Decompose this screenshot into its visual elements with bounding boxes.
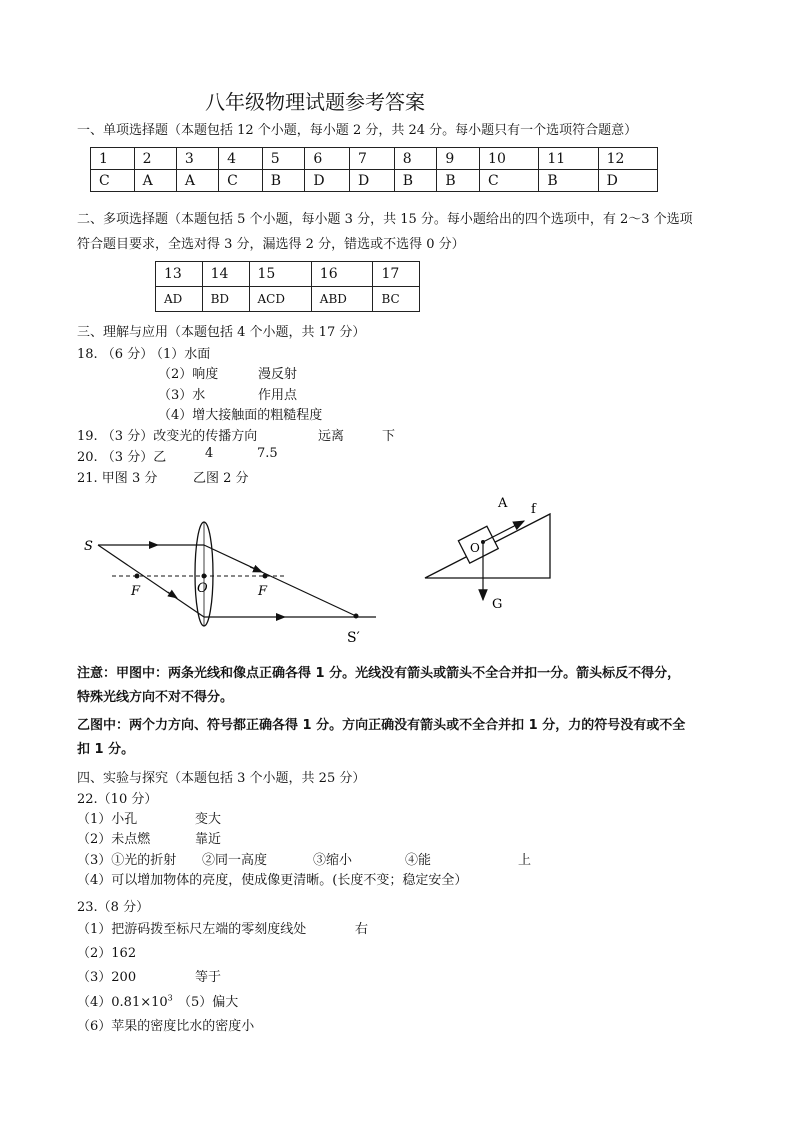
table-cell: 15 (249, 262, 311, 287)
q18-label: 18. （6 分） (77, 347, 154, 362)
table-cell: 6 (305, 148, 350, 170)
note1-line2: 特殊光线方向不对不得分。 (77, 690, 234, 705)
focal-point-right (263, 574, 268, 579)
table-cell: C (219, 170, 263, 192)
q22-answer-4: （4）可以增加物体的亮度，使成像更清晰。(长度不变；稳定安全） (77, 873, 468, 888)
table-cell: 4 (219, 148, 263, 170)
q22-answer-3d: ④能 (405, 853, 432, 868)
table-cell: 3 (176, 148, 218, 170)
q23-answer-4 (77, 991, 173, 1010)
q23-label: 23.（8 分） (77, 900, 150, 915)
section3-heading: 三、理解与应用（本题包括 4 个小题，共 17 分） (77, 325, 366, 340)
table-cell: 12 (598, 148, 657, 170)
table-cell: A (176, 170, 218, 192)
table-cell: C (91, 170, 135, 192)
table-cell: B (262, 170, 305, 192)
table-cell: 11 (539, 148, 598, 170)
q23-answer-3a: （3）200 (77, 970, 137, 985)
q23-answer-4-exponent: 3 (167, 993, 173, 1003)
section4-heading: 四、实验与探究（本题包括 3 个小题，共 25 分） (77, 771, 366, 786)
refracted-ray (204, 545, 356, 616)
table-cell: BC (373, 287, 420, 312)
section1-heading: 一、单项选择题（本题包括 12 个小题，每小题 2 分，共 24 分。每小题只有一个选项符合题意） (77, 123, 638, 138)
section2-heading-line1: 二、多项选择题（本题包括 5 个小题，每小题 3 分，共 15 分。每小题给出的四个选项中，有 2～3 个选项 (77, 212, 693, 227)
q22-answer-2a: （2）未点燃 (77, 832, 151, 847)
q22-answer-3c: ③缩小 (313, 853, 353, 868)
label-s-prime: S′ (347, 630, 360, 646)
label-f-left: F (131, 584, 141, 599)
q22-answer-1a: （1）小孔 (77, 812, 138, 827)
table-cell: ACD (249, 287, 311, 312)
q23-answer-4-base: （4）0.81×10 (77, 995, 168, 1010)
label-f: f (531, 502, 536, 517)
q23-answer-6: （6）苹果的密度比水的密度小 (77, 1019, 255, 1034)
q22-answer-3a: （3）①光的折射 (77, 853, 177, 868)
table-cell: ABD (311, 287, 373, 312)
q22-answer-3b: ②同一高度 (202, 853, 268, 868)
table-cell: 9 (437, 148, 480, 170)
note1-line1: 注意：甲图中：两条光线和像点正确各得 1 分。光线没有箭头或箭头不全合并扣一分。箭头标反不得分， (77, 666, 681, 681)
table-cell: 7 (350, 148, 395, 170)
label-a: A (498, 496, 508, 511)
q18-answer-4: （4）增大接触面的粗糙程度 (158, 408, 323, 423)
table-row (91, 148, 658, 170)
table-cell: C (480, 170, 539, 192)
label-s: S (84, 539, 93, 554)
table-cell: A (134, 170, 176, 192)
note2-line1: 乙图中：两个力方向、符号都正确各得 1 分。方向正确没有箭头或不全合并扣 1 分，力的符号没有或不全 (77, 718, 686, 733)
q21-answer-b: 乙图 2 分 (193, 471, 249, 486)
q18-answer-2b: 漫反射 (258, 367, 298, 382)
q18-answer-1: （1）水面 (150, 347, 211, 362)
note2-line2: 扣 1 分。 (77, 742, 135, 757)
label-f-right: F (258, 584, 268, 599)
q23-answer-3b: 等于 (195, 970, 222, 985)
label-o: O (470, 541, 480, 555)
q19-answer-a: 19. （3 分）改变光的传播方向 (77, 429, 258, 444)
q22-answer-3e: 上 (518, 853, 532, 868)
optical-center (202, 574, 207, 579)
table-cell: 1 (91, 148, 135, 170)
table-cell: D (350, 170, 395, 192)
table-cell: 13 (156, 262, 203, 287)
table-cell: 16 (311, 262, 373, 287)
ray-arrow (250, 567, 262, 572)
table-cell: B (394, 170, 437, 192)
incline-force-diagram (420, 490, 570, 615)
q18-answer-2a: （2）响度 (158, 367, 219, 382)
q18-answer-3a: （3）水 (158, 388, 206, 403)
q23-answer-1a: （1）把游码拨至标尺左端的零刻度线处 (77, 922, 307, 937)
q18-answer-3b: 作用点 (258, 388, 298, 403)
multi-choice-table (155, 261, 420, 312)
label-o: O (197, 581, 208, 596)
table-row (91, 170, 658, 192)
table-cell: 17 (373, 262, 420, 287)
table-cell: 10 (480, 148, 539, 170)
q22-label: 22.（10 分） (77, 792, 158, 807)
page-title: 八年级物理试题参考答案 (205, 90, 425, 114)
table-cell: B (437, 170, 480, 192)
q21-answer-a: 21. 甲图 3 分 (77, 471, 158, 486)
table-cell: 8 (394, 148, 437, 170)
section2-heading-line2: 符合题目要求，全选对得 3 分，漏选得 2 分，错选或不选得 0 分） (77, 237, 465, 252)
q20-answer-c: 7.5 (257, 446, 278, 461)
q22-answer-2b: 靠近 (195, 832, 222, 847)
table-row (156, 262, 420, 287)
lens-ray-diagram (80, 520, 390, 650)
single-choice-table (90, 147, 658, 192)
table-cell: B (539, 170, 598, 192)
table-row (156, 287, 420, 312)
table-cell: 5 (262, 148, 305, 170)
q19-answer-b: 远离 (318, 429, 345, 444)
q19-answer-c: 下 (382, 429, 396, 444)
center-point (481, 540, 485, 544)
table-cell: 14 (202, 262, 249, 287)
q23-answer-2: （2）162 (77, 946, 137, 961)
focal-point-left (135, 574, 140, 579)
table-cell: 2 (134, 148, 176, 170)
image-point (354, 614, 359, 619)
q20-answer-b: 4 (205, 446, 214, 461)
table-cell: AD (156, 287, 203, 312)
q23-answer-5: （5）偏大 (178, 995, 239, 1010)
label-g: G (492, 597, 503, 612)
table-cell: D (305, 170, 350, 192)
table-cell: D (598, 170, 657, 192)
q22-answer-1b: 变大 (195, 812, 222, 827)
ray-arrow (168, 592, 177, 598)
table-cell: BD (202, 287, 249, 312)
q23-answer-1b: 右 (355, 922, 369, 937)
q20-answer-a: 20. （3 分）乙 (77, 450, 167, 465)
focal-ray (98, 545, 204, 617)
